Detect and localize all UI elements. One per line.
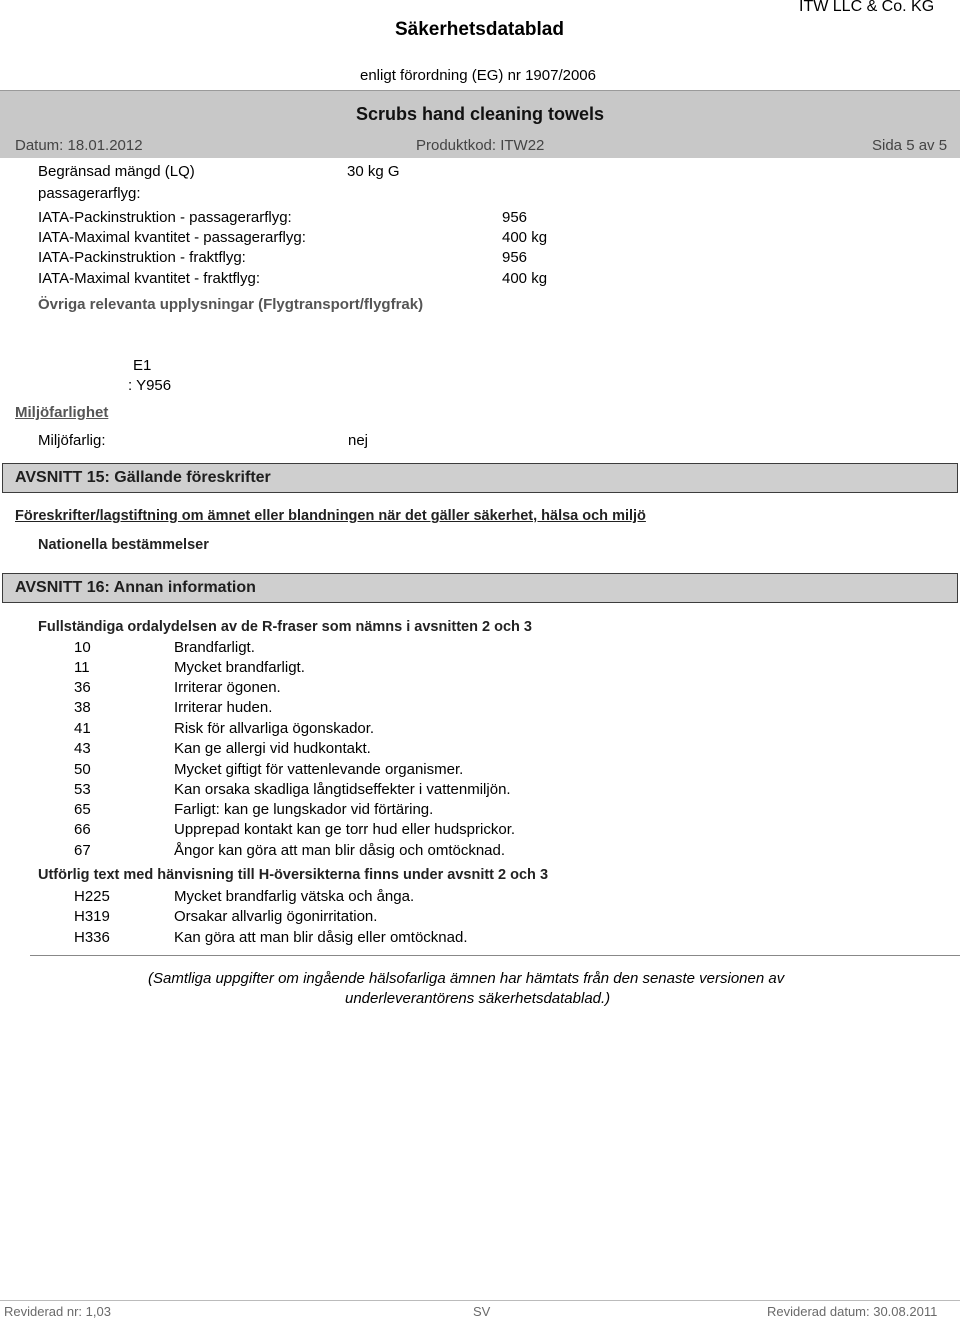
limited-quantity-value: 30 kg G <box>347 163 400 180</box>
r-phrase-text: Risk för allvarliga ögonskador. <box>174 720 375 737</box>
iata-row-value: 956 <box>502 249 528 266</box>
revision-number: Reviderad nr: 1,03 <box>4 1304 111 1319</box>
environment-heading: Miljöfarlighet <box>15 404 109 421</box>
r-phrase-text: Ångor kan göra att man blir dåsig och omtöcknad. <box>174 842 506 859</box>
r-phrase-code: 38 <box>74 699 91 716</box>
regulation-text: enligt förordning (EG) nr 1907/2006 <box>360 67 596 84</box>
r-phrase-text: Mycket giftigt för vattenlevande organismer. <box>174 761 464 778</box>
section-16-header <box>2 573 958 603</box>
r-phrase-code: 53 <box>74 781 91 798</box>
section-16-title: AVSNITT 16: Annan information <box>15 579 256 596</box>
h-phrase-text: Kan göra att man blir dåsig eller omtöcknad. <box>174 929 468 946</box>
r-phrase-code: 66 <box>74 821 91 838</box>
r-phrase-text: Farligt: kan ge lungskador vid förtäring. <box>174 801 434 818</box>
r-phrase-code: 67 <box>74 842 91 859</box>
r-phrase-code: 65 <box>74 801 91 818</box>
r-phrase-code: 43 <box>74 740 91 757</box>
r-phrase-text: Irriterar ögonen. <box>174 679 281 696</box>
section-15-header <box>2 463 958 493</box>
r-phrases-heading: Fullständiga ordalydelsen av de R-fraser som nämns i avsnitten 2 och 3 <box>38 619 532 635</box>
r-phrase-code: 36 <box>74 679 91 696</box>
source-note-line-1: (Samtliga uppgifter om ingående hälsofarliga ämnen har hämtats från den senaste versionen av <box>148 970 785 987</box>
r-phrase-text: Kan orsaka skadliga långtidseffekter i vattenmiljön. <box>174 781 511 798</box>
limited-quantity-label: Begränsad mängd (LQ) <box>38 163 195 180</box>
r-phrase-text: Kan ge allergi vid hudkontakt. <box>174 740 371 757</box>
other-info-line-1: E1 <box>133 357 152 374</box>
source-note-line-2: underleverantörens säkerhetsdatablad.) <box>345 990 611 1007</box>
document-title: Säkerhetsdatablad <box>395 19 564 40</box>
revision-date: Reviderad datum: 30.08.2011 <box>767 1304 938 1319</box>
other-info-heading: Övriga relevanta upplysningar (Flygtransport/flygfrak) <box>38 296 424 313</box>
iata-row-label: IATA-Maximal kvantitet - fraktflyg: <box>38 270 260 287</box>
h-phrase-text: Orsakar allvarlig ögonirritation. <box>174 908 378 925</box>
r-phrase-text: Brandfarligt. <box>174 639 255 656</box>
environment-value: nej <box>348 432 369 449</box>
h-phrase-text: Mycket brandfarlig vätska och ånga. <box>174 888 415 905</box>
product-name: Scrubs hand cleaning towels <box>356 104 605 124</box>
document-date: Datum: 18.01.2012 <box>15 137 143 154</box>
footer-rule <box>0 1300 960 1301</box>
section-rule <box>30 955 960 956</box>
r-phrase-text: Irriterar huden. <box>174 699 273 716</box>
h-phrase-code: H319 <box>74 908 110 925</box>
header-rule <box>0 90 960 91</box>
r-phrase-code: 41 <box>74 720 91 737</box>
iata-row-value: 400 kg <box>502 229 548 246</box>
regulations-heading: Föreskrifter/lagstiftning om ämnet eller blandningen när det gäller säkerhet, hälsa och miljö <box>15 508 646 524</box>
iata-row-value: 956 <box>502 209 528 226</box>
r-phrase-code: 10 <box>74 639 91 656</box>
iata-row-label: IATA-Packinstruktion - passagerarflyg: <box>38 209 292 226</box>
limited-quantity-label-2: passagerarflyg: <box>38 185 141 202</box>
company-name: ITW LLC & Co. KG <box>799 0 935 15</box>
r-phrase-code: 50 <box>74 761 91 778</box>
page-number: Sida 5 av 5 <box>872 137 948 154</box>
r-phrase-text: Upprepad kontakt kan ge torr hud eller hudsprickor. <box>174 821 516 838</box>
r-phrase-code: 11 <box>74 659 90 676</box>
environment-label: Miljöfarlig: <box>38 432 106 449</box>
section-15-title: AVSNITT 15: Gällande föreskrifter <box>15 469 271 486</box>
national-regulations-heading: Nationella bestämmelser <box>38 537 209 553</box>
h-phrase-code: H336 <box>74 929 110 946</box>
r-phrase-text: Mycket brandfarligt. <box>174 659 305 676</box>
iata-row-label: IATA-Packinstruktion - fraktflyg: <box>38 249 246 266</box>
iata-row-label: IATA-Maximal kvantitet - passagerarflyg: <box>38 229 306 246</box>
iata-row-value: 400 kg <box>502 270 548 287</box>
h-phrase-code: H225 <box>74 888 110 905</box>
h-phrases-heading: Utförlig text med hänvisning till H-översikterna finns under avsnitt 2 och 3 <box>38 867 549 883</box>
product-code: Produktkod: ITW22 <box>416 137 545 154</box>
language-code: SV <box>473 1304 491 1319</box>
other-info-line-2: : Y956 <box>128 377 172 394</box>
